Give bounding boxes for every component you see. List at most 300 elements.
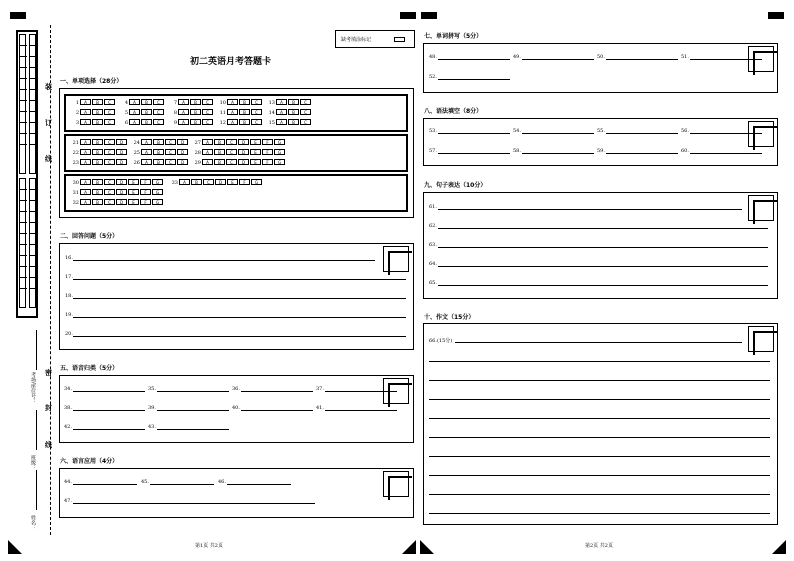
question-number: 18. — [65, 293, 73, 299]
answer-line[interactable] — [150, 484, 214, 485]
option-bubble[interactable]: B — [239, 99, 250, 105]
option-bubble[interactable]: D — [116, 179, 127, 185]
option-bubble[interactable]: A — [276, 109, 287, 115]
option-bubble[interactable]: A — [141, 139, 152, 145]
digit-cell[interactable] — [20, 35, 27, 46]
question-number: 17. — [65, 274, 73, 280]
question-number: 7 — [173, 99, 177, 106]
digit-cell[interactable] — [30, 101, 37, 112]
digit-cell[interactable] — [30, 79, 37, 90]
digit-cell[interactable] — [30, 256, 37, 267]
option-bubble[interactable]: B — [288, 99, 299, 105]
option-bubble[interactable]: C — [203, 179, 214, 185]
option-bubble[interactable]: A — [178, 99, 189, 105]
mc-question — [168, 99, 213, 107]
answer-line[interactable] — [73, 298, 406, 299]
answer-line[interactable] — [157, 410, 229, 411]
option-bubble[interactable]: C — [202, 99, 213, 105]
absent-mark-box — [335, 30, 415, 48]
option-bubble[interactable]: B — [153, 139, 164, 145]
option-bubble[interactable]: D — [177, 159, 188, 165]
option-bubble[interactable]: A — [202, 159, 213, 165]
option-bubble[interactable]: A — [129, 109, 140, 115]
digit-cell[interactable] — [20, 256, 27, 267]
page-footer: 第2页 共2页 — [585, 543, 613, 549]
score-box — [748, 195, 774, 221]
digit-cell[interactable] — [30, 46, 37, 57]
option-bubble[interactable]: C — [104, 109, 115, 115]
mc-row — [70, 199, 169, 207]
option-bubble[interactable]: A — [227, 119, 238, 125]
mc-question — [70, 179, 163, 187]
option-bubble[interactable]: B — [92, 99, 103, 105]
option-bubble[interactable]: D — [116, 159, 127, 165]
option-bubble[interactable]: F — [140, 179, 151, 185]
answer-line[interactable] — [522, 133, 594, 134]
question-number: 2 — [75, 109, 79, 116]
score-box — [383, 471, 409, 497]
answer-line[interactable] — [455, 342, 742, 343]
question-number: 21 — [72, 139, 79, 146]
option-bubble[interactable]: A — [227, 109, 238, 115]
mc-question — [70, 149, 127, 157]
question-number: 59. — [597, 148, 605, 154]
answer-line[interactable] — [429, 437, 770, 438]
question-number: 22 — [72, 149, 79, 156]
question-number: 6 — [124, 119, 128, 126]
question-number: 30 — [72, 179, 79, 186]
option-bubble[interactable]: A — [80, 149, 91, 155]
answer-line[interactable] — [325, 410, 397, 411]
option-bubble[interactable]: F — [140, 199, 151, 205]
option-bubble[interactable]: B — [141, 119, 152, 125]
digit-cell[interactable] — [30, 112, 37, 123]
answer-line[interactable] — [690, 133, 762, 134]
option-bubble[interactable]: G — [152, 199, 163, 205]
digit-cell[interactable] — [20, 57, 27, 68]
question-number: 56. — [681, 128, 689, 134]
digit-cell[interactable] — [30, 190, 37, 201]
section-heading: 九、句子表达（10分） — [424, 182, 487, 189]
option-bubble[interactable]: C — [153, 109, 164, 115]
mc-question — [192, 139, 285, 147]
digit-cell[interactable] — [30, 278, 37, 289]
digit-cell[interactable] — [30, 267, 37, 278]
option-bubble[interactable]: B — [153, 159, 164, 165]
option-bubble[interactable]: E — [128, 179, 139, 185]
option-bubble[interactable]: B — [239, 119, 250, 125]
page-title: 初二英语月考答题卡 — [190, 57, 272, 67]
mc-question — [70, 189, 163, 197]
answer-line[interactable] — [438, 153, 510, 154]
question-number: 16. — [65, 255, 73, 261]
mc-question — [70, 109, 115, 117]
digit-cell[interactable] — [20, 68, 27, 79]
option-bubble[interactable]: D — [238, 159, 249, 165]
option-bubble[interactable]: A — [80, 189, 91, 195]
question-number: 37. — [316, 386, 324, 392]
digit-cell[interactable] — [20, 212, 27, 223]
answer-line[interactable] — [429, 513, 770, 514]
score-box — [748, 326, 774, 352]
option-bubble[interactable]: A — [227, 99, 238, 105]
option-bubble[interactable]: B — [190, 109, 201, 115]
mc-question — [70, 159, 127, 167]
mc-question — [192, 159, 285, 167]
answer-line[interactable] — [438, 59, 510, 60]
option-bubble[interactable]: D — [177, 139, 188, 145]
option-bubble[interactable]: D — [116, 149, 127, 155]
option-bubble[interactable]: B — [190, 99, 201, 105]
question-number: 13 — [268, 99, 275, 106]
answer-line[interactable] — [429, 456, 770, 457]
digit-cell[interactable] — [30, 68, 37, 79]
answer-line[interactable] — [241, 391, 313, 392]
option-bubble[interactable]: A — [178, 109, 189, 115]
option-bubble[interactable]: G — [152, 179, 163, 185]
binding-char: 线 — [45, 155, 52, 163]
answer-line[interactable] — [606, 133, 678, 134]
option-bubble[interactable]: A — [178, 119, 189, 125]
mc-row — [70, 149, 289, 157]
question-number: 61. — [429, 204, 437, 210]
answer-line[interactable] — [438, 209, 742, 210]
mc-question — [119, 119, 164, 127]
question-number: 40. — [232, 405, 240, 411]
mc-row — [70, 119, 315, 127]
option-bubble[interactable]: C — [104, 179, 115, 185]
answer-line[interactable] — [429, 380, 770, 381]
mc-question — [131, 139, 188, 147]
answer-line[interactable] — [522, 59, 594, 60]
option-bubble[interactable]: B — [239, 109, 250, 115]
option-bubble[interactable]: B — [92, 199, 103, 205]
question-number: 54. — [513, 128, 521, 134]
digit-cell[interactable] — [30, 90, 37, 101]
mc-question — [217, 119, 262, 127]
option-bubble[interactable]: A — [80, 179, 91, 185]
option-bubble[interactable]: A — [141, 149, 152, 155]
digit-cell[interactable] — [20, 223, 27, 234]
registration-mark — [768, 12, 784, 19]
option-bubble[interactable]: A — [202, 149, 213, 155]
mc-block — [64, 94, 408, 132]
option-bubble[interactable]: C — [300, 119, 311, 125]
question-number: 43. — [148, 424, 156, 430]
option-bubble[interactable]: C — [153, 99, 164, 105]
option-bubble[interactable]: A — [80, 99, 91, 105]
option-bubble[interactable]: B — [92, 139, 103, 145]
answer-panel — [423, 118, 778, 166]
registration-mark — [421, 12, 437, 19]
option-bubble[interactable]: D — [116, 199, 127, 205]
answer-line[interactable] — [438, 228, 768, 229]
option-bubble[interactable]: D — [177, 149, 188, 155]
question-number: 3 — [75, 119, 79, 126]
option-bubble[interactable]: C — [165, 139, 176, 145]
answer-line[interactable] — [157, 391, 229, 392]
answer-line[interactable] — [429, 475, 770, 476]
section-heading: 七、单词拼写（5分） — [424, 33, 483, 40]
corner-triangle — [420, 540, 434, 554]
binding-char: 封 — [45, 404, 52, 412]
exam-id-label: 考场/座位号： — [30, 372, 36, 404]
answer-panel — [59, 468, 414, 518]
digit-cell[interactable] — [30, 245, 37, 256]
answer-line[interactable] — [690, 153, 762, 154]
mc-row — [70, 159, 289, 167]
option-bubble[interactable]: B — [191, 179, 202, 185]
option-bubble[interactable]: B — [214, 159, 225, 165]
mc-question — [266, 109, 311, 117]
option-bubble[interactable]: B — [92, 189, 103, 195]
option-bubble[interactable]: C — [251, 119, 262, 125]
option-bubble[interactable]: C — [300, 109, 311, 115]
question-number: 8 — [173, 109, 177, 116]
question-number: 62. — [429, 223, 437, 229]
question-number: 58. — [513, 148, 521, 154]
option-bubble[interactable]: G — [274, 139, 285, 145]
digit-cell[interactable] — [20, 267, 27, 278]
mc-question — [119, 99, 164, 107]
option-bubble[interactable]: G — [274, 159, 285, 165]
digit-column — [19, 178, 26, 308]
option-bubble[interactable]: B — [92, 119, 103, 125]
absent-mark-checkbox[interactable] — [394, 37, 405, 42]
digit-cell[interactable] — [20, 179, 27, 190]
option-bubble[interactable]: G — [152, 189, 163, 195]
option-bubble[interactable]: F — [262, 159, 273, 165]
question-number: 5 — [124, 109, 128, 116]
answer-line[interactable] — [157, 429, 229, 430]
question-number: 34. — [64, 386, 72, 392]
mc-question — [119, 109, 164, 117]
digit-cell[interactable] — [20, 201, 27, 212]
question-number: 65. — [429, 280, 437, 286]
option-bubble[interactable]: C — [104, 199, 115, 205]
answer-line[interactable] — [438, 285, 768, 286]
digit-cell[interactable] — [20, 245, 27, 256]
question-number: 50. — [597, 54, 605, 60]
option-bubble[interactable]: B — [92, 179, 103, 185]
option-bubble[interactable]: A — [141, 159, 152, 165]
answer-line[interactable] — [438, 133, 510, 134]
corner-triangle — [8, 540, 22, 554]
option-bubble[interactable]: G — [274, 149, 285, 155]
option-bubble[interactable]: A — [276, 119, 287, 125]
option-bubble[interactable]: C — [104, 139, 115, 145]
binding-char: 装 — [45, 83, 52, 91]
question-number: 66.(15分) — [429, 338, 453, 344]
digit-cell[interactable] — [20, 123, 27, 134]
option-bubble[interactable]: C — [226, 159, 237, 165]
digit-cell[interactable] — [30, 179, 37, 190]
option-bubble[interactable]: B — [92, 109, 103, 115]
option-bubble[interactable]: A — [80, 139, 91, 145]
digit-cell[interactable] — [20, 134, 27, 145]
answer-line[interactable] — [73, 484, 137, 485]
option-bubble[interactable]: C — [226, 149, 237, 155]
option-bubble[interactable]: G — [251, 179, 262, 185]
option-bubble[interactable]: E — [250, 149, 261, 155]
option-bubble[interactable]: A — [202, 139, 213, 145]
answer-line[interactable] — [73, 410, 145, 411]
answer-line[interactable] — [522, 153, 594, 154]
option-bubble[interactable]: C — [300, 99, 311, 105]
question-number: 45. — [141, 479, 149, 485]
answer-line[interactable] — [73, 391, 145, 392]
answer-line[interactable] — [438, 266, 768, 267]
question-number: 24 — [133, 139, 140, 146]
binding-line — [50, 25, 51, 535]
answer-line[interactable] — [429, 418, 770, 419]
option-bubble[interactable]: E — [250, 159, 261, 165]
answer-line[interactable] — [438, 247, 768, 248]
option-bubble[interactable]: C — [104, 119, 115, 125]
option-bubble[interactable]: B — [214, 139, 225, 145]
option-bubble[interactable]: F — [262, 149, 273, 155]
answer-line[interactable] — [227, 484, 291, 485]
option-bubble[interactable]: A — [129, 99, 140, 105]
mc-row — [70, 139, 289, 147]
section-heading: 十、作文（15分） — [424, 314, 475, 321]
option-bubble[interactable]: E — [227, 179, 238, 185]
option-bubble[interactable]: A — [80, 109, 91, 115]
answer-line[interactable] — [606, 153, 678, 154]
answer-line[interactable] — [73, 279, 406, 280]
question-number: 35. — [148, 386, 156, 392]
question-number: 20. — [65, 331, 73, 337]
answer-line[interactable] — [73, 317, 406, 318]
option-bubble[interactable]: B — [92, 159, 103, 165]
binding-char: 密 — [45, 369, 52, 377]
option-bubble[interactable]: B — [214, 149, 225, 155]
mc-question — [217, 109, 262, 117]
option-bubble[interactable]: F — [140, 189, 151, 195]
option-bubble[interactable]: D — [116, 139, 127, 145]
mc-question — [70, 119, 115, 127]
option-bubble[interactable]: C — [202, 119, 213, 125]
option-bubble[interactable]: A — [129, 119, 140, 125]
digit-cell[interactable] — [30, 223, 37, 234]
mc-question — [169, 179, 262, 187]
digit-cell[interactable] — [20, 79, 27, 90]
digit-cell[interactable] — [30, 123, 37, 134]
option-bubble[interactable]: B — [153, 149, 164, 155]
answer-line[interactable] — [429, 494, 770, 495]
option-bubble[interactable]: D — [238, 149, 249, 155]
digit-cell[interactable] — [30, 234, 37, 245]
answer-line[interactable] — [73, 503, 315, 504]
option-bubble[interactable]: A — [80, 119, 91, 125]
answer-line[interactable] — [73, 429, 145, 430]
question-number: 47. — [64, 498, 72, 504]
answer-panel — [423, 43, 778, 93]
option-bubble[interactable]: C — [226, 139, 237, 145]
question-number: 64. — [429, 261, 437, 267]
answer-line[interactable] — [606, 59, 678, 60]
digit-cell[interactable] — [20, 46, 27, 57]
option-bubble[interactable]: C — [104, 189, 115, 195]
option-bubble[interactable]: C — [104, 99, 115, 105]
option-bubble[interactable]: C — [251, 109, 262, 115]
option-bubble[interactable]: D — [238, 139, 249, 145]
option-bubble[interactable]: C — [165, 149, 176, 155]
question-number: 46. — [218, 479, 226, 485]
option-bubble[interactable]: C — [165, 159, 176, 165]
option-bubble[interactable]: B — [288, 119, 299, 125]
answer-line[interactable] — [73, 260, 375, 261]
option-bubble[interactable]: A — [179, 179, 190, 185]
question-number: 1 — [75, 99, 79, 106]
digit-cell[interactable] — [30, 35, 37, 46]
digit-cell[interactable] — [30, 57, 37, 68]
digit-cell[interactable] — [20, 234, 27, 245]
option-bubble[interactable]: B — [141, 99, 152, 105]
option-bubble[interactable]: B — [190, 119, 201, 125]
option-bubble[interactable]: C — [251, 99, 262, 105]
page-footer: 第1页 共2页 — [195, 543, 223, 549]
digit-column — [19, 34, 26, 174]
digit-cell[interactable] — [30, 134, 37, 145]
question-number: 51. — [681, 54, 689, 60]
option-bubble[interactable]: C — [104, 149, 115, 155]
question-number: 14 — [268, 109, 275, 116]
option-bubble[interactable]: E — [250, 139, 261, 145]
option-bubble[interactable]: F — [239, 179, 250, 185]
digit-cell[interactable] — [30, 201, 37, 212]
digit-cell[interactable] — [20, 190, 27, 201]
score-box — [748, 121, 774, 147]
answer-line[interactable] — [241, 410, 313, 411]
option-bubble[interactable]: C — [202, 109, 213, 115]
option-bubble[interactable]: C — [104, 159, 115, 165]
question-number: 29 — [194, 159, 201, 166]
digit-cell[interactable] — [30, 212, 37, 223]
option-bubble[interactable]: A — [276, 99, 287, 105]
option-bubble[interactable]: E — [128, 199, 139, 205]
answer-line[interactable] — [429, 399, 770, 400]
option-bubble[interactable]: A — [80, 159, 91, 165]
option-bubble[interactable]: B — [141, 109, 152, 115]
exam-number-grid — [16, 30, 38, 318]
option-bubble[interactable]: C — [153, 119, 164, 125]
section-heading: 六、语言应用（4分） — [60, 458, 119, 465]
answer-line[interactable] — [429, 361, 770, 362]
answer-line[interactable] — [690, 59, 762, 60]
option-bubble[interactable]: A — [80, 199, 91, 205]
question-number: 32 — [72, 199, 79, 206]
digit-cell[interactable] — [20, 278, 27, 289]
digit-cell[interactable] — [20, 101, 27, 112]
answer-line[interactable] — [325, 391, 397, 392]
digit-cell[interactable] — [20, 90, 27, 101]
question-number: 15 — [268, 119, 275, 126]
option-bubble[interactable]: B — [288, 109, 299, 115]
answer-line[interactable] — [73, 336, 406, 337]
option-bubble[interactable]: E — [128, 189, 139, 195]
option-bubble[interactable]: B — [92, 149, 103, 155]
option-bubble[interactable]: F — [262, 139, 273, 145]
answer-line[interactable] — [438, 79, 510, 80]
question-number: 48. — [429, 54, 437, 60]
option-bubble[interactable]: D — [215, 179, 226, 185]
option-bubble[interactable]: D — [116, 189, 127, 195]
digit-cell[interactable] — [20, 112, 27, 123]
mc-question — [168, 109, 213, 117]
question-number: 19. — [65, 312, 73, 318]
question-number: 36. — [232, 386, 240, 392]
